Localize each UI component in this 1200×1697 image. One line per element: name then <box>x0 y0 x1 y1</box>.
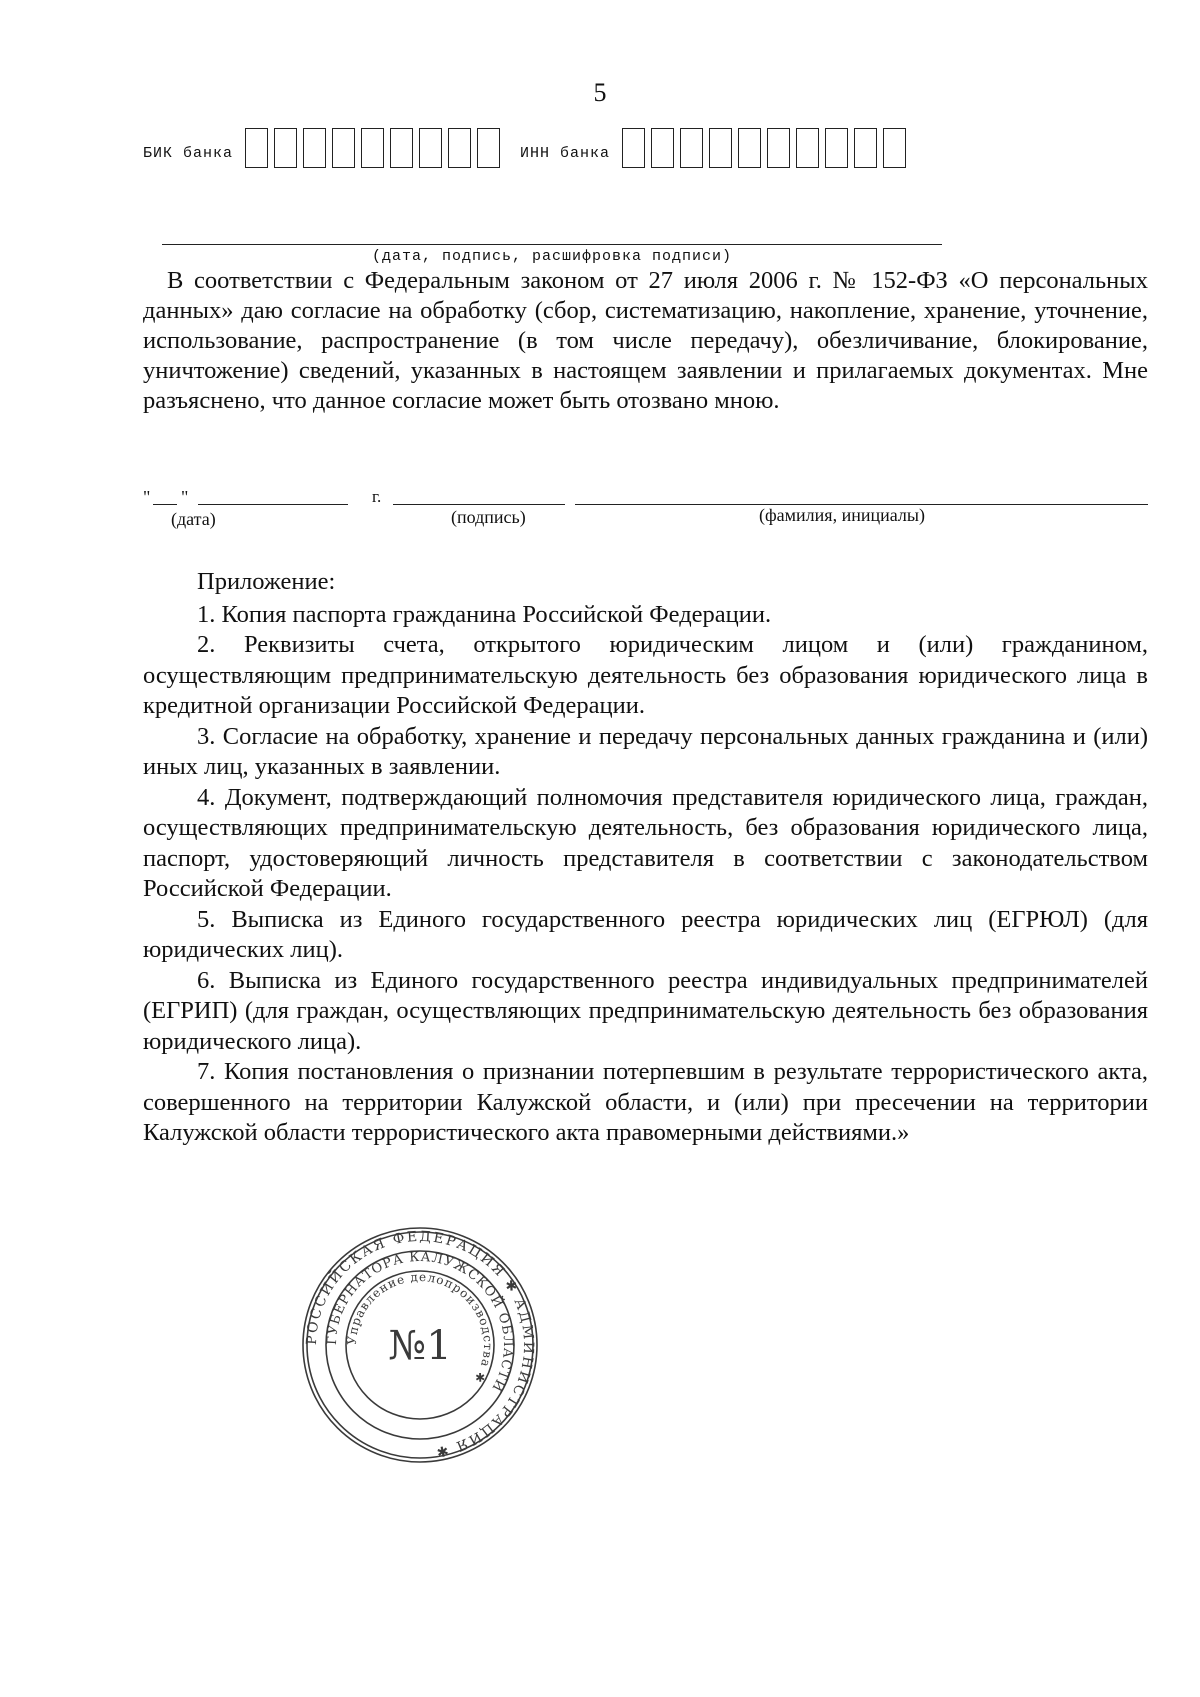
digit-cell[interactable] <box>303 128 326 168</box>
quote-close: " <box>181 487 189 507</box>
seal-center-number: №1 <box>388 1323 452 1369</box>
attachment-item: 7. Копия постановления о признании потерпевшим в результате террористического акта, совершенного на территории Калужской области, и (или) при пресечении на территории Калужской области террористического акта правомерными действиями.» <box>143 1058 1148 1146</box>
consent-paragraph <box>143 266 1148 416</box>
attachments-heading: Приложение: <box>197 568 336 595</box>
digit-cell[interactable] <box>274 128 297 168</box>
digit-cell[interactable] <box>622 128 645 168</box>
day-line <box>153 504 177 505</box>
digit-cell[interactable] <box>419 128 442 168</box>
inn-label: ИНН банка <box>520 145 611 162</box>
digit-cell[interactable] <box>709 128 732 168</box>
inn-cells <box>622 128 912 168</box>
month-line <box>198 504 348 505</box>
bik-cells <box>245 128 506 168</box>
attachment-item: 2. Реквизиты счета, открытого юридическим лицом и (или) гражданином, осуществляющим предпринимательскую деятельность без образования юридического лица в кредитной организации Российской Федерации. <box>143 631 1148 719</box>
seal-inner-text: Управление делопроизводства ✱ <box>344 1269 496 1386</box>
digit-cell[interactable] <box>738 128 761 168</box>
digit-cell[interactable] <box>390 128 413 168</box>
digit-cell[interactable] <box>448 128 471 168</box>
signature-line <box>162 244 942 245</box>
digit-cell[interactable] <box>477 128 500 168</box>
digit-cell[interactable] <box>854 128 877 168</box>
digit-cell[interactable] <box>796 128 819 168</box>
seal-outer-text: РОССИЙСКАЯ ФЕДЕРАЦИЯ ✱ АДМИНИСТРАЦИЯ ✱ <box>303 1228 537 1461</box>
quote-open: " <box>143 487 151 507</box>
signature-caption: (дата, подпись, расшифровка подписи) <box>371 248 733 265</box>
digit-cell[interactable] <box>332 128 355 168</box>
signature-line-2 <box>393 504 565 505</box>
digit-cell[interactable] <box>825 128 848 168</box>
attachment-item: 3. Согласие на обработку, хранение и передачу персональных данных гражданина и (или) иных лиц, указанных в заявлении. <box>143 722 1148 780</box>
attachment-item: 5. Выписка из Единого государственного реестра юридических лиц (ЕГРЮЛ) (для юридических лиц). <box>143 905 1148 963</box>
sign-caption: (подпись) <box>451 507 526 527</box>
attachment-item: 6. Выписка из Единого государственного реестра индивидуальных предпринимателей (ЕГРИП) (для граждан, осуществляющих предпринимательскую деятельность без образования юридического лица). <box>143 966 1148 1055</box>
page-number: 5 <box>593 78 607 107</box>
date-signature-row <box>143 487 1148 527</box>
attachments-section <box>143 567 1148 1149</box>
digit-cell[interactable] <box>883 128 906 168</box>
digit-cell[interactable] <box>361 128 384 168</box>
digit-cell[interactable] <box>767 128 790 168</box>
name-caption: (фамилия, инициалы) <box>759 505 925 525</box>
year-suffix: г. <box>372 487 382 506</box>
attachment-item: 4. Документ, подтверждающий полномочия представителя юридического лица, граждан, осуществляющих предпринимательскую деятельность, без образования юридического лица, паспорт, удостоверяющий личность представителя в соответствии с законодательством Российской Федерации. <box>143 783 1148 902</box>
date-caption: (дата) <box>171 509 216 529</box>
digit-cell[interactable] <box>245 128 268 168</box>
consent-text: В соответствии с Федеральным законом от 27 июля 2006 г. № 152-ФЗ «О персональных данных» даю согласие на обработку (сбор, систематизацию, накопление, хранение, уточнение, использование, распространение (в том числе передачу), обезличивание, блокирование, уничтожение) сведений, указанных в настоящем заявлении и прилагаемых документах. Мне разъяснено, что данное согласие может быть отозвано мною. <box>143 267 1148 414</box>
seal-middle-text: ГУБЕРНАТОРА КАЛУЖСКОЙ ОБЛАСТИ <box>324 1249 516 1395</box>
bik-label: БИК банка <box>143 145 234 162</box>
digit-cell[interactable] <box>680 128 703 168</box>
official-seal <box>300 1225 540 1465</box>
bank-details-row <box>143 128 926 178</box>
digit-cell[interactable] <box>651 128 674 168</box>
attachment-item: 1. Копия паспорта гражданина Российской Федерации. <box>197 600 772 628</box>
